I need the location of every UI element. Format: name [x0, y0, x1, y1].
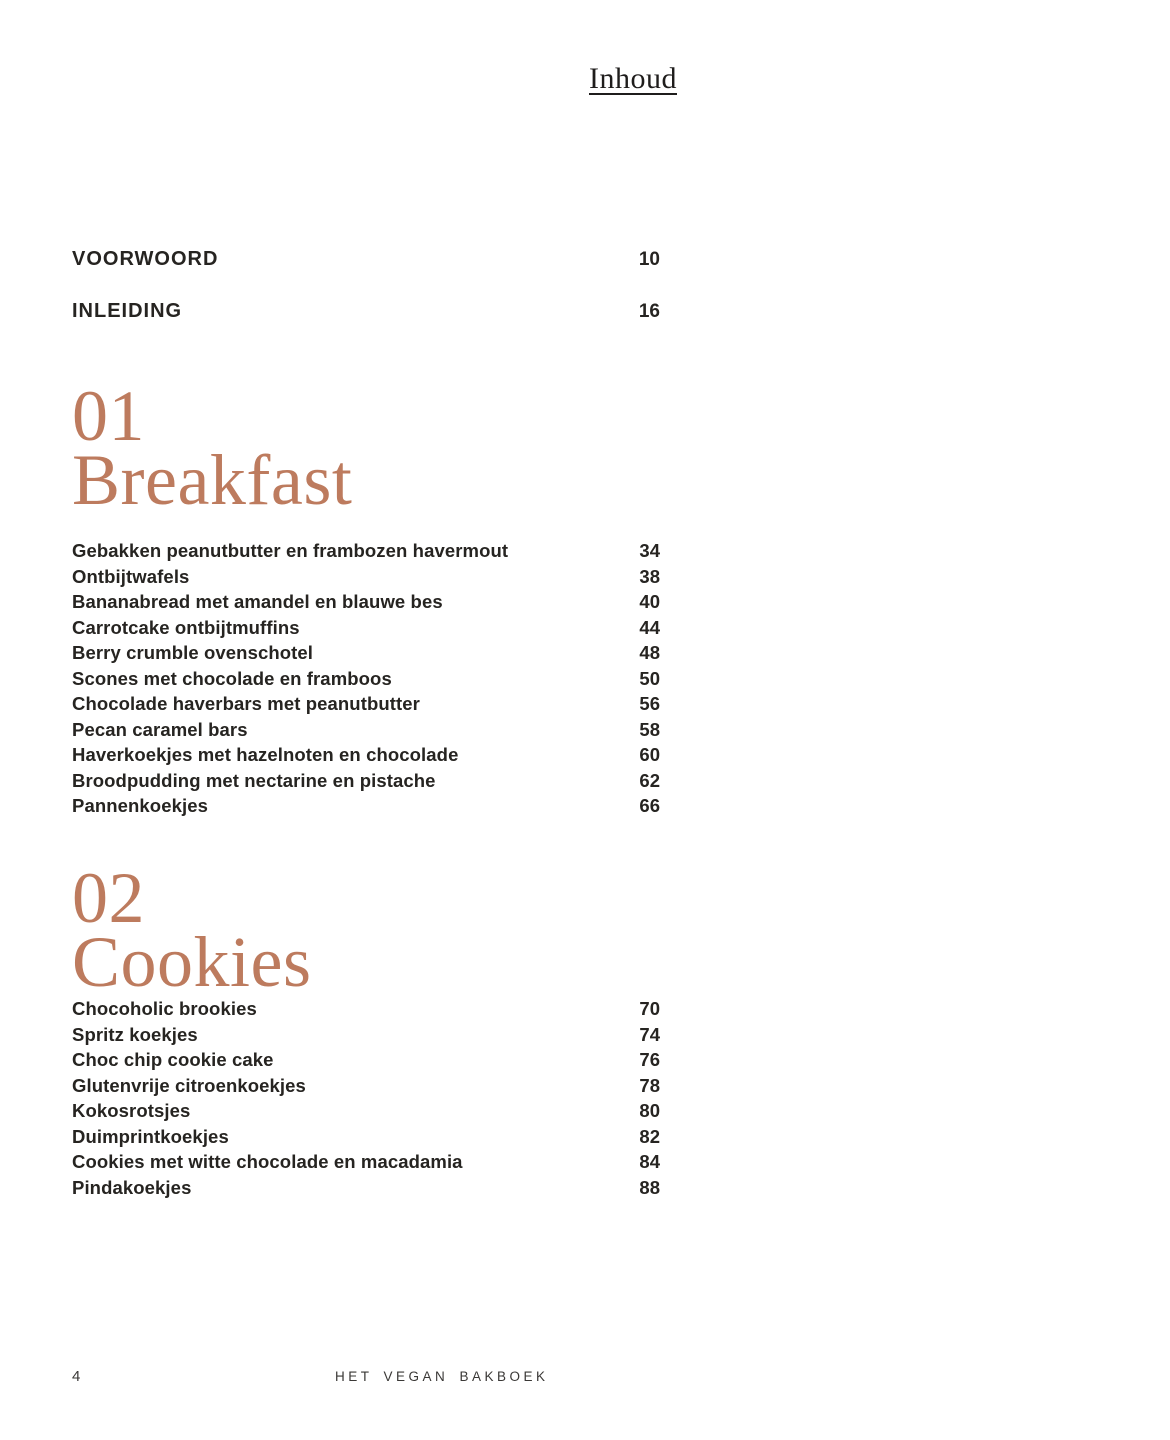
toc-entry-page: 44: [639, 616, 660, 638]
toc-entry-page: 88: [639, 1176, 660, 1198]
section-heading-breakfast: [72, 376, 353, 520]
toc-entry: [72, 246, 660, 273]
toc-entry: [72, 1098, 660, 1124]
page-footer: [72, 1368, 1098, 1388]
toc-entry-title: Gebakken peanutbutter en frambozen havermout: [72, 540, 509, 561]
toc-entry-title: Chocoholic brookies: [72, 998, 257, 1019]
toc-entry: [72, 1073, 660, 1099]
toc-entry-title: VOORWOORD: [72, 248, 219, 270]
toc-entry-title: Choc chip cookie cake: [72, 1049, 274, 1070]
toc-entry-page: 60: [639, 744, 660, 765]
toc-entry: [72, 666, 660, 692]
toc-entry-page: 40: [639, 591, 660, 612]
toc-entry-page: 58: [639, 718, 660, 740]
section-title: Cookies: [72, 922, 312, 1002]
recipe-list-breakfast: [72, 538, 660, 819]
toc-entry-page: 80: [639, 1100, 660, 1121]
toc-entry-title: Chocolade haverbars met peanutbutter: [72, 693, 420, 714]
toc-entry: [72, 615, 660, 641]
toc-entry-page: 84: [639, 1151, 660, 1172]
toc-entry: [72, 742, 660, 768]
toc-entry: [72, 1022, 660, 1048]
toc-entry: [72, 1047, 660, 1073]
toc-entry-page: 74: [639, 1023, 660, 1045]
toc-entry-title: Spritz koekjes: [72, 1023, 198, 1045]
toc-entry: [72, 793, 660, 819]
toc-entry: [72, 1149, 660, 1175]
section-heading-cookies: [72, 858, 312, 1002]
recipe-list-cookies: [72, 996, 660, 1200]
toc-entry-title: Berry crumble ovenschotel: [72, 642, 314, 663]
footer-book-title: HET VEGAN BAKBOEK: [335, 1369, 549, 1384]
toc-entry-page: 10: [638, 249, 660, 270]
page-title-wrap: [0, 62, 1170, 96]
section-number: 02: [72, 858, 145, 938]
toc-entry-title: Pecan caramel bars: [72, 718, 248, 740]
toc-entry-page: 76: [639, 1049, 660, 1070]
toc-entry-page: 34: [639, 540, 660, 561]
toc-entry-page: 66: [639, 795, 660, 816]
toc-entry-title: Carrotcake ontbijtmuffins: [72, 616, 300, 638]
front-matter-list: [72, 246, 660, 350]
toc-entry-title: Broodpudding met nectarine en pistache: [72, 769, 436, 791]
toc-entry-page: 48: [639, 642, 660, 663]
toc-entry-page: 56: [639, 693, 660, 714]
toc-entry-page: 82: [639, 1125, 660, 1147]
toc-entry: [72, 717, 660, 743]
toc-entry: [72, 996, 660, 1022]
toc-entry-title: Haverkoekjes met hazelnoten en chocolade: [72, 744, 459, 765]
toc-entry: [72, 768, 660, 794]
toc-entry-page: 62: [639, 769, 660, 791]
toc-entry-title: Bananabread met amandel en blauwe bes: [72, 591, 443, 612]
toc-entry: [72, 1175, 660, 1201]
section-title: Breakfast: [72, 440, 353, 520]
toc-entry: [72, 589, 660, 615]
page-title: Inhoud: [589, 62, 677, 95]
toc-entry-title: Pindakoekjes: [72, 1176, 192, 1198]
toc-entry: [72, 640, 660, 666]
toc-entry-title: Ontbijtwafels: [72, 565, 190, 587]
toc-entry: [72, 564, 660, 590]
toc-entry-title: Duimprintkoekjes: [72, 1125, 229, 1147]
toc-entry: [72, 298, 660, 325]
toc-entry: [72, 538, 660, 564]
toc-entry-title: Glutenvrije citroenkoekjes: [72, 1074, 306, 1096]
toc-entry-page: 50: [639, 667, 660, 689]
footer-page-number: 4: [72, 1368, 82, 1385]
toc-entry-title: INLEIDING: [72, 300, 183, 322]
toc-entry: [72, 1124, 660, 1150]
toc-entry-page: 70: [639, 998, 660, 1019]
toc-entry-title: Scones met chocolade en framboos: [72, 667, 392, 689]
toc-entry-page: 16: [638, 301, 660, 322]
toc-entry: [72, 691, 660, 717]
toc-entry-page: 78: [639, 1074, 660, 1096]
toc-entry-title: Kokosrotsjes: [72, 1100, 191, 1121]
section-number: 01: [72, 376, 145, 456]
toc-entry-page: 38: [639, 565, 660, 587]
toc-entry-title: Pannenkoekjes: [72, 795, 209, 816]
toc-entry-title: Cookies met witte chocolade en macadamia: [72, 1151, 463, 1172]
